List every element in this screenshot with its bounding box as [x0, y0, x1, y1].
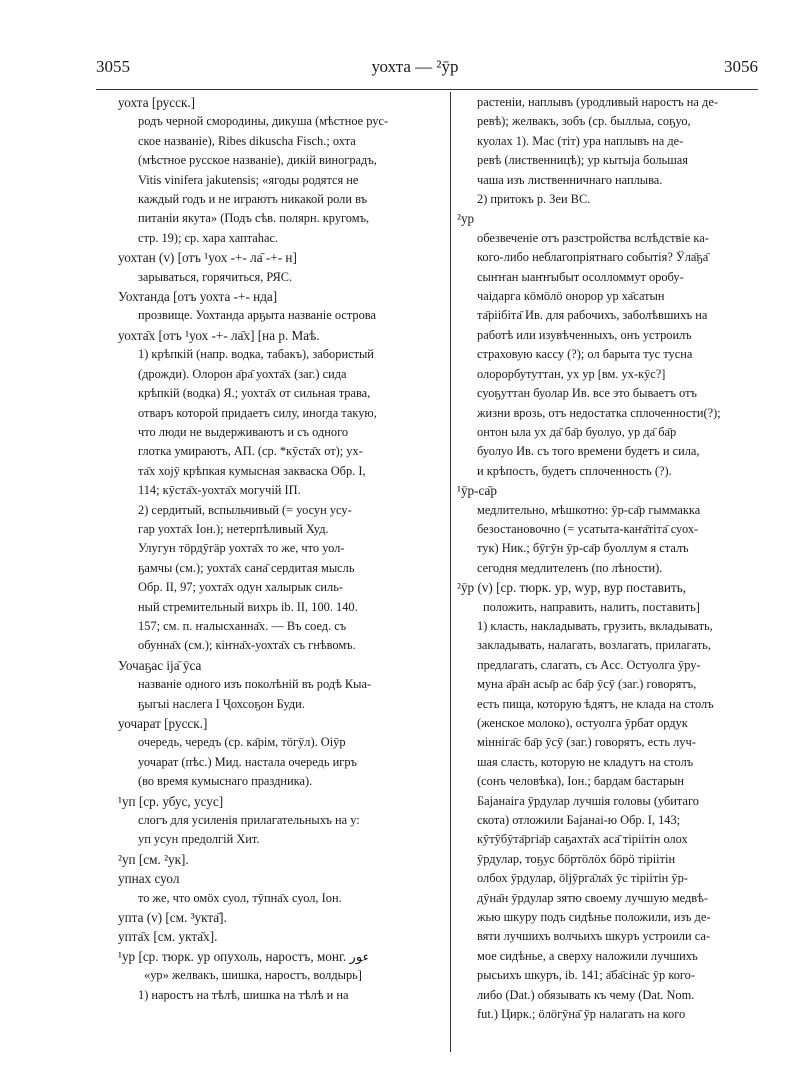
entry-text-line: ское названіе), Ribes dikuscha Fisch.; охта	[138, 133, 356, 148]
entry-text-line: слогъ для усиленія прилагательныхъ на у:	[138, 813, 360, 828]
entry-text-line: есть пища, которую ѣдятъ, не клада на столъ	[477, 696, 714, 711]
entry-text-line: ревѣ (лиственницѣ); ур кытыjа большая	[477, 153, 688, 168]
entry-text-line: 1) наростъ на тѣлѣ, шишка на тѣлѣ и на	[138, 987, 349, 1002]
entry-text-line: «ур» желвакъ, шишка, наростъ, волдырь]	[144, 968, 362, 983]
entry-text-line: (женское молоко), остуолга ӯрбат ордук	[477, 716, 688, 730]
entry-text-line: (во время кумыснаго праздника).	[138, 774, 313, 789]
entry-text-line: положить, направить, налить, поставить]	[483, 599, 700, 614]
entry-headword: ²ур	[457, 211, 475, 227]
entry-text-line: питаніи якута» (Подъ сѣв. полярн. кругомъ,	[138, 211, 370, 226]
entry-text-line: чаідарга кӧмӧлӧ онорор ур ха̄сатын	[477, 289, 665, 304]
entry-headword: Уочаҕас іjа̄ ӯса	[118, 657, 202, 673]
running-head: уохта — ²ӯр	[371, 57, 459, 76]
entry-text-line: дӯна̄н ӯрдулар зятю своему лучшую медвѣ-	[477, 890, 709, 905]
entry-text-line: стр. 19); ср. хара хаптаһас.	[138, 230, 279, 245]
entry-text-line: та̄х хоjӯ крѣпкая кумысная закваска Обр. I,	[138, 463, 366, 478]
entry-text-line: суоҕуттан буолар Ив. все это бываетъ отъ	[477, 386, 697, 401]
header-rule	[96, 89, 758, 90]
entry-text-line: ревѣ); желвакъ, зобъ (ср. быллыа, соҕуо,	[477, 114, 691, 129]
entry-text-line: 2) притокъ р. Зеи ВС.	[477, 192, 591, 207]
entry-text-line: предлагать, слагать, съ Acc. Остуолга ӯру-	[477, 657, 701, 672]
entry-text-line: медлительно, мѣшкотно: ӯр-са̄р гыммакка	[477, 502, 701, 517]
entry-text-line: и крѣпость, будетъ сплоченность (?).	[477, 463, 672, 478]
entry-text-line: тук) Ник.; бӯгӯн ӯр-са̄р буоллум я сталъ	[477, 541, 689, 556]
entry-text-line: чаша изъ лиственничнаго наплыва.	[477, 172, 663, 187]
entry-text-line: крѣпкій (водка) Я.; уохта̄х от сильная трава,	[138, 386, 371, 401]
entry-text-line: 1) крѣпкій (напр. водка, табакъ), забористый	[138, 347, 374, 362]
entry-text-line: сыҥҥан ыаҥҥыбыт осолломмут оробу-	[477, 269, 684, 284]
entry-text-line: названіе одного изъ поколѣній въ родѣ Кыа-	[138, 677, 372, 692]
entry-text-line: каждый годъ и не играютъ никакой роли въ	[138, 192, 368, 207]
entry-text-line: муна а̄ра̄н асы̄р ас ба̄р ӯсӯ (заг.) говорятъ,	[477, 677, 697, 692]
entry-text-line: то же, что омӧх суол, тӯпна̄х суол, Іон.	[138, 890, 342, 905]
entry-headword: упта̄х [см. укта̄х].	[118, 929, 218, 945]
entry-headword: ¹уп [ср. убус, усус]	[118, 793, 224, 809]
entry-headword: уохта̄х [отъ ¹уох -+- ла̄х] [на р. Маѣ.	[118, 327, 320, 343]
entry-text-line: кого-либо неблагопріятнаго событія? Ӱла̄ҕа̄	[477, 250, 709, 265]
entry-text-line: fut.) Цирк.; ӧлӧгӯна̄ ӯр налагать на кого	[477, 1007, 686, 1022]
page-number-left: 3055	[96, 57, 130, 76]
entry-text-line: Обр. II, 97; уохта̄х одун халырык силь-	[138, 580, 343, 595]
entry-text-line: онтон ыла ух да̄ ба̄р буолуо, ур да̄ ба̄р	[477, 424, 677, 439]
entry-text-line: ӯрдулар, тоҕус бӧртӧлӧх бӧрӧ тіріітін	[477, 851, 676, 866]
page-number-right: 3056	[724, 57, 758, 76]
entry-text-line: отваръ которой придаетъ силу, иногда такую,	[138, 405, 377, 420]
entry-text-line: обунна̄х (см.); кіҥна̄х-уохта̄х съ гнѣвомъ.	[138, 638, 356, 653]
entry-text-line: ный стремительный вихрь ib. II, 100. 140.	[138, 599, 358, 614]
entry-text-line: уочарат (пѣс.) Мид. настала очередь игръ	[138, 754, 357, 769]
entry-text-line: Баjанаіга ӯрдулар лучшія головы (убитаго	[477, 793, 699, 808]
entry-text-line: (мѣстное русское названіе), дикій виноградъ,	[138, 153, 377, 168]
entry-text-line: сегодня медлителенъ (по лѣности).	[477, 560, 663, 575]
entry-headword: ¹ӯр-са̄р	[457, 483, 497, 499]
entry-headword: Уохтанда [отъ уохта -+- нда]	[118, 289, 278, 305]
entry-headword: уочарат [русск.]	[118, 716, 208, 731]
entry-headword: ²ӯр (v) [ср. тюрк. ур, wyp, вур поставить,	[457, 580, 687, 596]
entry-text-line: (сонъ человѣка), Іон.; бардам бастарын	[477, 774, 684, 789]
entry-text-line: 157; см. п. ҥалысханна̄х. — Въ соед. съ	[138, 618, 347, 633]
entry-text-line: ҕыгыі наслега I Ҷохсоҕон Буди.	[138, 696, 305, 711]
entry-text-line: зарываться, горячиться, РЯС.	[138, 269, 293, 284]
entry-text-line: Улугун тӧрдӯгӓр уохта̄х то же, что уол-	[138, 541, 345, 556]
entry-text-line: вяти лучшихъ волчьихъ шкуръ устроили са-	[477, 929, 711, 944]
entry-text-line: буолуо Ив. съ того времени будетъ и сила,	[477, 444, 700, 459]
entry-text-line: гар уохта̄х Іон.); нетерпѣливый Худ.	[138, 521, 329, 536]
entry-text-line: скота) отложили Баjанаі-ю Обр. I, 143;	[477, 813, 681, 828]
column-divider	[450, 92, 451, 1052]
entry-headword: ¹ур [ср. тюрк. ур опухоль, наростъ, монг. ‎ﺀﻮﺭ	[118, 948, 369, 964]
entry-text-line: 2) сердитый, вспыльчивый (= уосун усу-	[138, 502, 352, 517]
entry-text-line: безостановочно (= усатыта-каҥа̄тіта̄ суох-	[477, 521, 699, 536]
entry-text-line: 114; кӯста̄х-уохта̄х могучій IП.	[138, 483, 301, 498]
entry-text-line: растеніи, наплывъ (уродливый наростъ на де-	[477, 95, 718, 109]
entry-text-line: ҕамчы (см.); уохта̄х сана̄ сердитая мысль	[138, 560, 355, 575]
entry-headword: уохтан (v) [отъ ¹уох -+- ла̄ -+- н]	[118, 250, 297, 266]
entry-headword: упнах суол	[118, 871, 180, 887]
entry-text-line: шая сласть, которую не кладутъ на столъ	[477, 754, 694, 769]
entry-text-line: очередь, чередъ (ср. ка̄рім, тӧгӯл). Оіӯр	[138, 735, 346, 750]
entry-headword: упта (v) [см. ³укта̄].	[118, 910, 227, 926]
entry-headword: уохта [русск.]	[118, 95, 196, 110]
entry-text-line: куолах 1). Мас (тіт) ура наплывъ на де-	[477, 133, 684, 148]
entry-text-line: 1) класть, накладывать, грузить, вкладывать,	[477, 618, 713, 633]
entry-text-line: мое сидѣнье, а сверху наложили лучшихъ	[477, 948, 698, 963]
left-column	[118, 93, 442, 1005]
entry-headword: ²уп [см. ²ук].	[118, 851, 189, 867]
entry-text-line: олбох ӯрдулар, ӧljӯрга̄ла̄х ӯс тіріітін ӯр-	[477, 871, 688, 886]
entry-text-line: та̄ріібіта̄ Ив. для рабочихъ, заболѣвшихъ на	[477, 308, 708, 323]
entry-text-line: родъ черной смородины, дикуша (мѣстное рус-	[138, 114, 389, 129]
entry-text-line: Vitis vinifera jakutensis; «ягоды родятся не	[138, 172, 359, 187]
entry-text-line: уп усун предолгій Хит.	[138, 832, 260, 847]
entry-text-line: (дрожди). Олорон а̄ра̄ уохта̄х (заг.) сида	[138, 366, 347, 381]
right-column	[457, 93, 759, 1025]
entry-text-line: обезвеченіе отъ разстройства вслѣдствіе ка-	[477, 230, 709, 245]
entry-text-line: рысьихъ шкуръ, ib. 141; а̄ба̄сіна̄с ӯр кого-	[477, 968, 696, 983]
entry-text-line: жью шкуру подъ сидѣнье положили, изъ де-	[477, 910, 711, 925]
entry-text-line: кӯтӯбӯта̄ргіа̄р саҕахта̄х аса̄ тіріітін олох	[477, 832, 688, 847]
page-header	[0, 57, 800, 83]
entry-text-line: олорорбутуттан, ух ур [вм. ух-кӯс?]	[477, 366, 666, 381]
entry-text-line: прозвище. Уохтанда арҕыта названіе острова	[138, 308, 376, 323]
entry-text-line: закладывать, налагать, возлагать, прилагать,	[477, 638, 711, 653]
entry-text-line: что люди не выдерживаютъ и съ одного	[138, 424, 349, 439]
entry-text-line: либо (Dat.) обязывать къ чему (Dat. Nom.	[477, 987, 695, 1002]
entry-text-line: страховую кассу (?); ол барыта тус тусна	[477, 347, 693, 362]
entry-text-line: глотка умираютъ, АП. (ср. *кӯста̄х от); ух-	[138, 444, 363, 459]
entry-text-line: мінніга̄с ба̄р ӯсӯ (заг.) говорятъ, есть луч-	[477, 735, 696, 750]
entry-text-line: работѣ или изувѣченныхъ, онъ устроилъ	[477, 327, 692, 342]
entry-text-line: жизни врозь, отъ недостатка сплоченности(?);	[477, 405, 721, 420]
